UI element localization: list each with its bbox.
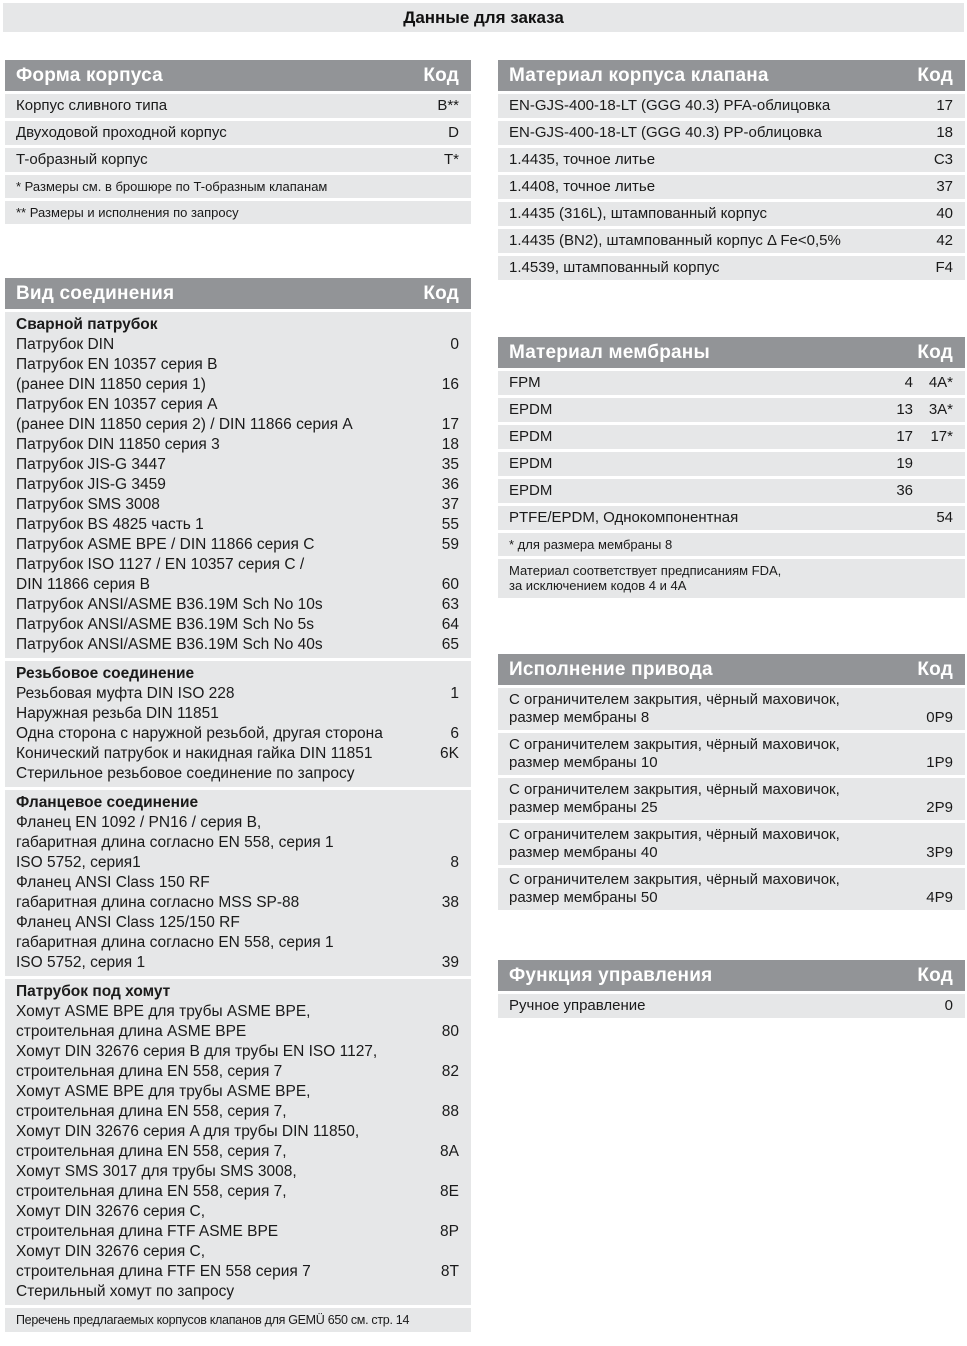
row-code: 0P9 [926,709,953,726]
item-code: 88 [441,1103,459,1120]
group-title: Сварной патрубок [16,316,158,333]
membrane-material-table [498,337,965,598]
list-item [16,913,459,973]
table-row [498,688,965,730]
row-code: 18 [936,124,953,141]
item-label: Хомут DIN 32676 серия C, строительная длина FTF EN 558 серия 7 [16,1243,311,1280]
list-item [16,1162,459,1202]
list-item [16,355,459,395]
table-row [498,425,965,449]
header-code: Код [917,658,953,680]
row-label: Корпус сливного типа [16,97,168,114]
list-item [16,395,459,435]
item-code: 63 [441,596,459,613]
row-label: 1.4435 (316L), штампованный корпус [509,205,768,222]
row-label: Двуходовой проходной корпус [16,124,227,141]
row-label: FPM [509,374,541,391]
item-code: 8E [440,1183,459,1200]
table-row [498,371,965,395]
item-code: 16 [441,376,459,393]
row-label: С ограничителем закрытия, чёрный маховичок, размер мембраны 8 [509,691,840,726]
row-label: T-образный корпус [16,151,148,168]
connection-footnote: Перечень предлагаемых корпусов клапанов для GEMÜ 650 см. стр. 14 [5,1308,471,1332]
item-code: 17 [441,416,459,433]
list-item [16,744,459,764]
footnote-text: * Размеры см. в брошюре по T-образным клапанам [16,178,328,194]
connection-group-welded [5,312,471,658]
table-row [5,148,471,172]
list-item [16,515,459,535]
row-code: 0 [944,997,953,1014]
footnote [5,175,471,198]
table-row [498,175,965,199]
header-title: Форма корпуса [16,64,163,86]
list-item [16,1042,459,1082]
actuator-table [498,654,965,910]
table-header [498,60,965,91]
table-row [5,121,471,145]
list-item [16,1242,459,1282]
row-label: EN-GJS-400-18-LT (GGG 40.3) PFA-облицовка [509,97,831,114]
item-code: 6 [450,725,459,742]
row-code-b: 54 [936,509,953,526]
item-code: 8T [440,1263,459,1280]
item-code: 0 [450,336,459,353]
header-title: Исполнение привода [509,658,713,680]
table-row [498,256,965,280]
table-row [498,452,965,476]
table-row [498,94,965,118]
item-label: Патрубок EN 10357 серия A (ранее DIN 11850 серия 2) / DIN 11866 серия A [16,396,353,433]
list-item [16,535,459,555]
list-item [16,615,459,635]
footnote-text: * для размера мембраны 8 [509,536,673,552]
row-label: С ограничителем закрытия, чёрный маховичок, размер мембраны 10 [509,736,840,771]
item-label: Хомут DIN 32676 серия B для трубы EN ISO 1127, строительная длина EN 558, серия 7 [16,1043,378,1080]
item-label: Хомут DIN 32676 серия A для трубы DIN 11850, строительная длина EN 558, серия 7, [16,1123,360,1160]
list-item [16,1082,459,1122]
row-code: B** [437,97,459,114]
row-label: 1.4435 (BN2), штампованный корпус Δ Fe<0,5% [509,232,841,249]
row-code: 40 [936,205,953,222]
item-code: 36 [441,476,459,493]
row-code-a: 17 [896,428,913,445]
header-code: Код [423,64,459,86]
item-label: Конический патрубок и накидная гайка DIN 11851 [16,745,373,762]
list-item [16,1002,459,1042]
item-label: Патрубок JIS-G 3459 [16,476,166,493]
row-label: EPDM [509,482,553,499]
item-label: Хомут ASME BPE для трубы ASME BPE, строительная длина EN 558, серия 7, [16,1083,311,1120]
row-code: 3P9 [926,844,953,861]
item-label: Резьбовая муфта DIN ISO 228 [16,685,235,702]
page-title: Данные для заказа [3,3,964,32]
row-label: EN-GJS-400-18-LT (GGG 40.3) PP-облицовка [509,124,822,141]
table-row [498,398,965,422]
body-material-table [498,60,965,280]
item-code: 55 [441,516,459,533]
list-item [16,764,459,784]
list-item [16,435,459,455]
row-code-a: 19 [896,455,913,472]
item-code: 65 [441,636,459,653]
table-row [498,121,965,145]
item-label: Хомут ASME BPE для трубы ASME BPE, строительная длина ASME BPE [16,1003,311,1040]
row-label: С ограничителем закрытия, чёрный маховичок, размер мембраны 25 [509,781,840,816]
group-title: Патрубок под хомут [16,983,171,1000]
item-label: Патрубок EN 10357 серия B (ранее DIN 11850 серия 1) [16,356,218,393]
table-row [498,202,965,226]
row-code-b: 4A* [928,374,953,391]
item-code: 35 [441,456,459,473]
row-code: 1P9 [926,754,953,771]
item-code: 39 [441,954,459,971]
header-title: Функция управления [509,964,713,986]
item-label: Наружная резьба DIN 11851 Одна сторона с наружной резьбой, другая сторона [16,705,383,742]
item-label: Фланец ANSI Class 150 RF габаритная длина согласно MSS SP-88 [16,874,300,911]
item-code: 59 [441,536,459,553]
item-label: Патрубок ANSI/ASME B36.19M Sch No 40s [16,636,323,653]
table-header [5,278,471,309]
connection-group-threaded [5,661,471,787]
list-item [16,1282,459,1302]
row-code-a: 36 [896,482,913,499]
item-code: 64 [441,616,459,633]
table-row [498,229,965,253]
list-item [16,455,459,475]
item-label: Патрубок ANSI/ASME B36.19M Sch No 10s [16,596,323,613]
list-item [16,335,459,355]
header-title: Материал мембраны [509,341,710,363]
item-code: 18 [441,436,459,453]
row-label: EPDM [509,401,553,418]
connection-table [5,278,471,1332]
row-label: С ограничителем закрытия, чёрный маховичок, размер мембраны 50 [509,871,840,906]
table-header [498,654,965,685]
row-code-b: 3A* [928,401,953,418]
row-label: 1.4539, штампованный корпус [509,259,720,276]
header-code: Код [917,964,953,986]
row-code: 37 [936,178,953,195]
group-title: Резьбовое соединение [16,665,195,682]
footnote [498,559,965,598]
control-function-table [498,960,965,1018]
item-code: 38 [441,894,459,911]
row-code: 2P9 [926,799,953,816]
item-label: Стерильный хомут по запросу [16,1283,235,1300]
list-item [16,495,459,515]
header-code: Код [917,341,953,363]
item-code: 8A [440,1143,459,1160]
item-label: Хомут DIN 32676 серия C, строительная длина FTF ASME BPE [16,1203,279,1240]
row-code-a: 4 [904,374,913,391]
item-code: 8 [450,854,459,871]
list-item [16,813,459,873]
item-label: Патрубок SMS 3008 [16,496,160,513]
list-item [16,635,459,655]
row-code: D [448,124,459,141]
table-header [5,60,471,91]
table-row [498,778,965,820]
connection-group-flanged [5,790,471,976]
table-row [498,479,965,503]
table-row [498,506,965,530]
row-code-a: 13 [896,401,913,418]
item-code: 1 [450,685,459,702]
list-item [16,873,459,913]
row-code: 42 [936,232,953,249]
row-label: С ограничителем закрытия, чёрный маховичок, размер мембраны 40 [509,826,840,861]
item-code: 8P [440,1223,459,1240]
header-title: Вид соединения [16,282,175,304]
item-label: Патрубок ASME BPE / DIN 11866 серия C [16,536,315,553]
row-code-b: 17* [930,428,953,445]
row-code: T* [444,151,459,168]
row-code: C3 [933,151,953,168]
footnote-text: Материал соответствует предписаниям FDA, за исключением кодов 4 и 4A [509,563,782,593]
list-item [16,475,459,495]
list-item [16,595,459,615]
header-code: Код [917,64,953,86]
list-item [16,555,459,595]
item-label: Патрубок ANSI/ASME B36.19M Sch No 5s [16,616,315,633]
item-code: 37 [441,496,459,513]
list-item [16,1202,459,1242]
table-row [498,823,965,865]
row-label: 1.4408, точное литье [509,178,656,195]
item-label: Патрубок JIS-G 3447 [16,456,166,473]
item-label: Патрубок ISO 1127 / EN 10357 серия C / DIN 11866 серия B [16,556,305,593]
table-row [498,868,965,910]
item-code: 80 [441,1023,459,1040]
footnote [498,533,965,556]
header-code: Код [423,282,459,304]
item-label: Фланец ANSI Class 125/150 RF габаритная длина согласно EN 558, серия 1 ISO 5752, серия 1 [16,914,334,971]
item-label: Патрубок DIN [16,336,115,353]
list-item [16,1122,459,1162]
row-label: 1.4435, точное литье [509,151,656,168]
row-label: EPDM [509,455,553,472]
table-row [498,148,965,172]
item-code: 82 [441,1063,459,1080]
row-code: F4 [935,259,953,276]
item-label: Стерильное резьбовое соединение по запросу [16,765,355,782]
table-row [498,994,965,1018]
row-label: PTFE/EPDM, Однокомпонентная [509,509,739,526]
item-label: Хомут SMS 3017 для трубы SMS 3008, строительная длина EN 558, серия 7, [16,1163,297,1200]
row-code: 4P9 [926,889,953,906]
group-title: Фланцевое соединение [16,794,199,811]
list-item [16,684,459,704]
connection-group-clamp [5,979,471,1305]
table-header [498,960,965,991]
row-code: 17 [936,97,953,114]
header-title: Материал корпуса клапана [509,64,769,86]
footnote-text: ** Размеры и исполнения по запросу [16,204,239,220]
list-item [16,704,459,744]
row-label: EPDM [509,428,553,445]
table-row [5,94,471,118]
table-row [498,733,965,775]
table-header [498,337,965,368]
item-label: Патрубок DIN 11850 серия 3 [16,436,220,453]
footnote [5,201,471,224]
item-code: 6K [440,745,459,762]
item-label: Патрубок BS 4825 часть 1 [16,516,204,533]
body-form-table [5,60,471,224]
row-label: Ручное управление [509,997,646,1014]
item-label: Фланец EN 1092 / PN16 / серия B, габаритная длина согласно EN 558, серия 1 ISO 5752, серия1 [16,814,334,871]
item-code: 60 [441,576,459,593]
